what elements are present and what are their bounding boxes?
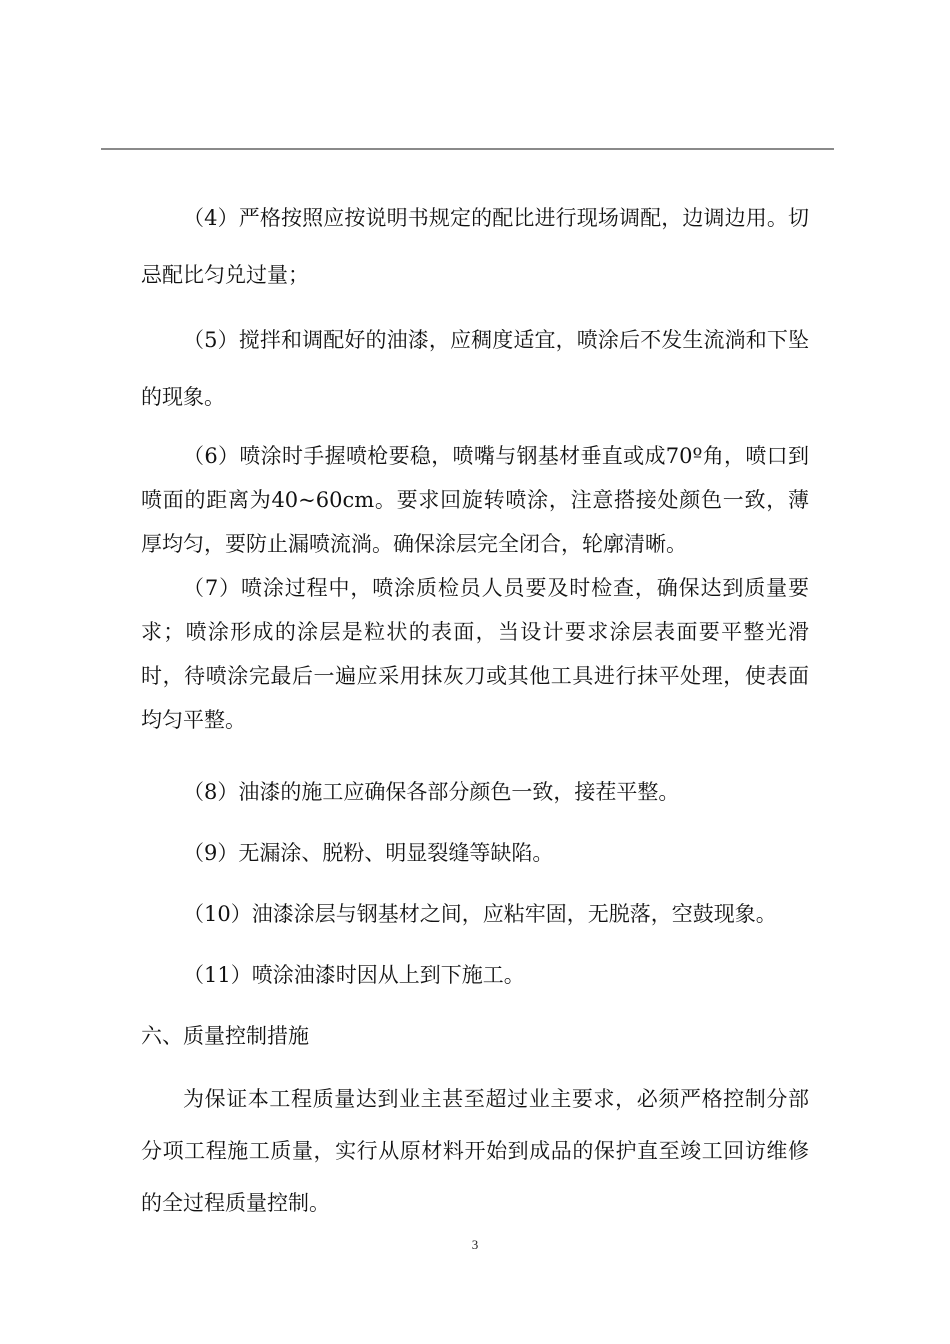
page-number: 3	[471, 1237, 479, 1252]
paragraph-item-7: （7）喷涂过程中，喷涂质检员人员要及时检查，确保达到质量要求；喷涂形成的涂层是粒状的表面，当设计要求涂层表面要平整光滑时，待喷涂完最后一遍应采用抹灰刀或其他工具进行抹平处理，使表面均匀平整。	[141, 576, 809, 732]
paragraph-item-8: （8）油漆的施工应确保各部分颜色一致，接茬平整。	[183, 780, 680, 804]
paragraph-item-6: （6）喷涂时手握喷枪要稳，喷嘴与钢基材垂直或成70º角，喷口到喷面的距离为40~60cm。要求回旋转喷涂，注意搭接处颜色一致，薄厚均匀，要防止漏喷流淌。确保涂层完全闭合，轮廓清晰。	[141, 444, 809, 556]
paragraph-item-4: （4）严格按照应按说明书规定的配比进行现场调配，边调边用。切忌配比匀兑过量；	[141, 206, 809, 287]
section-heading: 六、质量控制措施	[141, 1024, 309, 1048]
paragraph-item-5: （5）搅拌和调配好的油漆，应稠度适宜，喷涂后不发生流淌和下坠的现象。	[141, 328, 809, 409]
paragraph-item-10: （10）油漆涂层与钢基材之间，应粘牢固，无脱落，空鼓现象。	[183, 902, 777, 926]
paragraph-item-9: （9）无漏涂、脱粉、明显裂缝等缺陷。	[183, 841, 554, 865]
paragraph-item-11: （11）喷涂油漆时因从上到下施工。	[183, 963, 525, 987]
section-paragraph: 为保证本工程质量达到业主甚至超过业主要求，必须严格控制分部分项工程施工质量，实行从原材料开始到成品的保护直至竣工回访维修的全过程质量控制。	[141, 1087, 809, 1215]
document-body	[141, 190, 809, 1229]
header-rule	[101, 148, 834, 150]
